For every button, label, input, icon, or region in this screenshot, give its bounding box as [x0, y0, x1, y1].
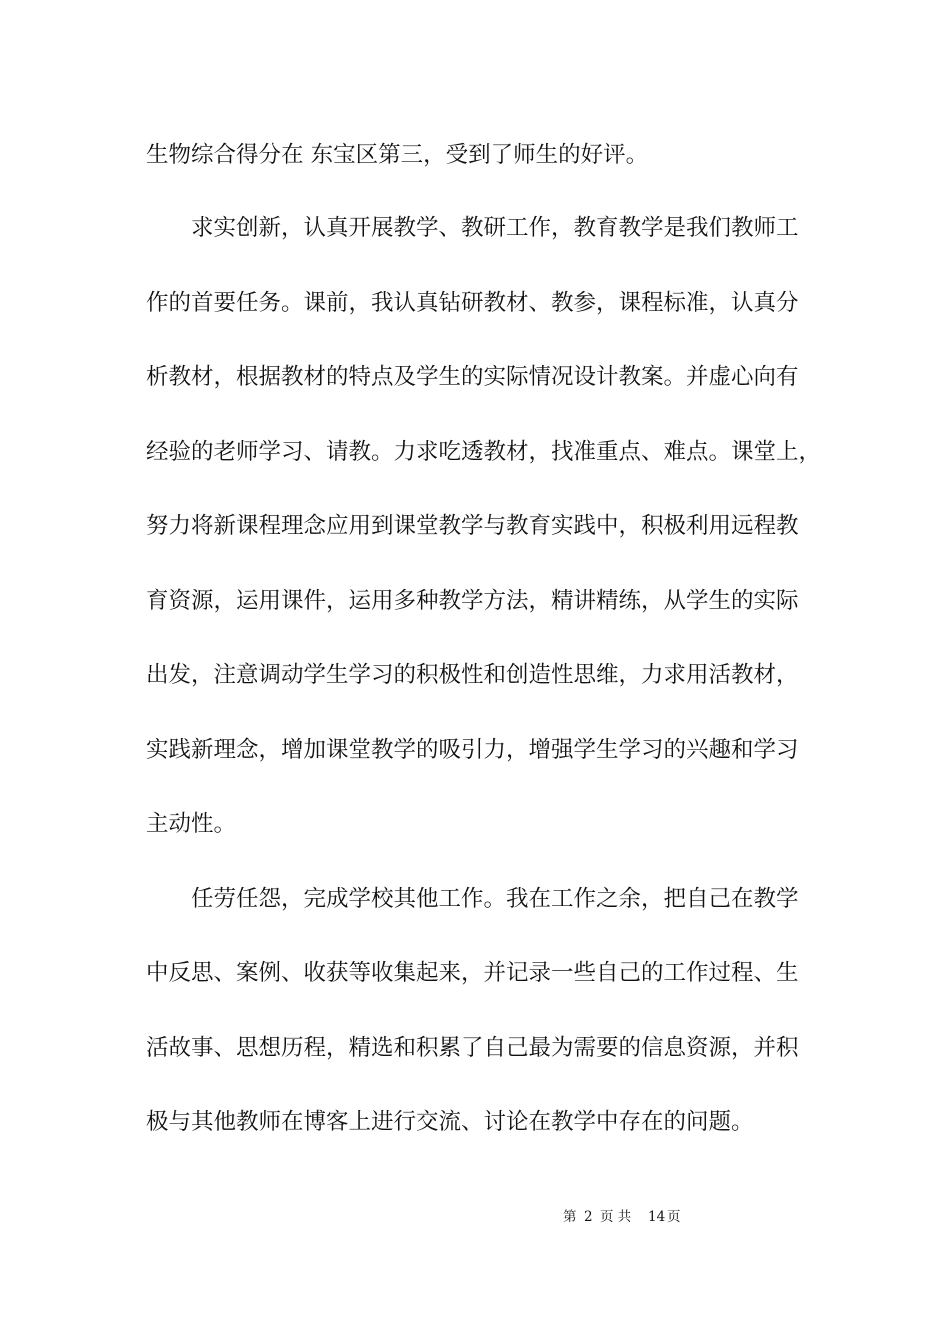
text-line: 极与其他教师在博客上进行交流、讨论在教学中存在的问题。	[146, 1109, 754, 1135]
text-line: 经验的老师学习、请教。力求吃透教材，找准重点、难点。课堂上，	[146, 439, 822, 465]
footer-middle: 页 共	[600, 1209, 632, 1225]
text-line: 析教材，根据教材的特点及学生的实际情况设计教案。并虚心向有	[146, 364, 799, 390]
text-line: 努力将新课程理念应用到课堂教学与教育实践中，积极利用远程教	[146, 513, 799, 539]
text-line: 出发，注意调动学生学习的积极性和创造性思维，力求用活教材，	[146, 662, 799, 688]
text-line: 作的首要任务。课前，我认真钻研教材、教参，课程标准，认真分	[146, 290, 799, 316]
text-line: 育资源，运用课件，运用多种教学方法，精讲精练，从学生的实际	[146, 588, 799, 614]
footer-suffix: 页	[667, 1209, 681, 1225]
text-line: 活故事、思想历程，精选和积累了自己最为需要的信息资源，并积	[146, 1035, 799, 1061]
footer-prefix: 第	[563, 1209, 577, 1225]
footer-total-pages: 14	[648, 1209, 666, 1225]
text-line: 实践新理念，增加课堂教学的吸引力，增强学生学习的兴趣和学习	[146, 737, 799, 763]
text-line: 生物综合得分在 东宝区第三，受到了师生的好评。	[146, 142, 649, 168]
text-line: 求实创新，认真开展教学、教研工作，教育教学是我们教师工	[191, 215, 799, 241]
page-footer	[0, 1207, 950, 1227]
footer-current-page: 2	[584, 1209, 593, 1225]
text-line: 中反思、案例、收获等收集起来，并记录一些自己的工作过程、生	[146, 960, 799, 986]
text-line: 主动性。	[146, 811, 237, 837]
text-line: 任劳任怨，完成学校其他工作。我在工作之余，把自己在教学	[191, 886, 799, 912]
